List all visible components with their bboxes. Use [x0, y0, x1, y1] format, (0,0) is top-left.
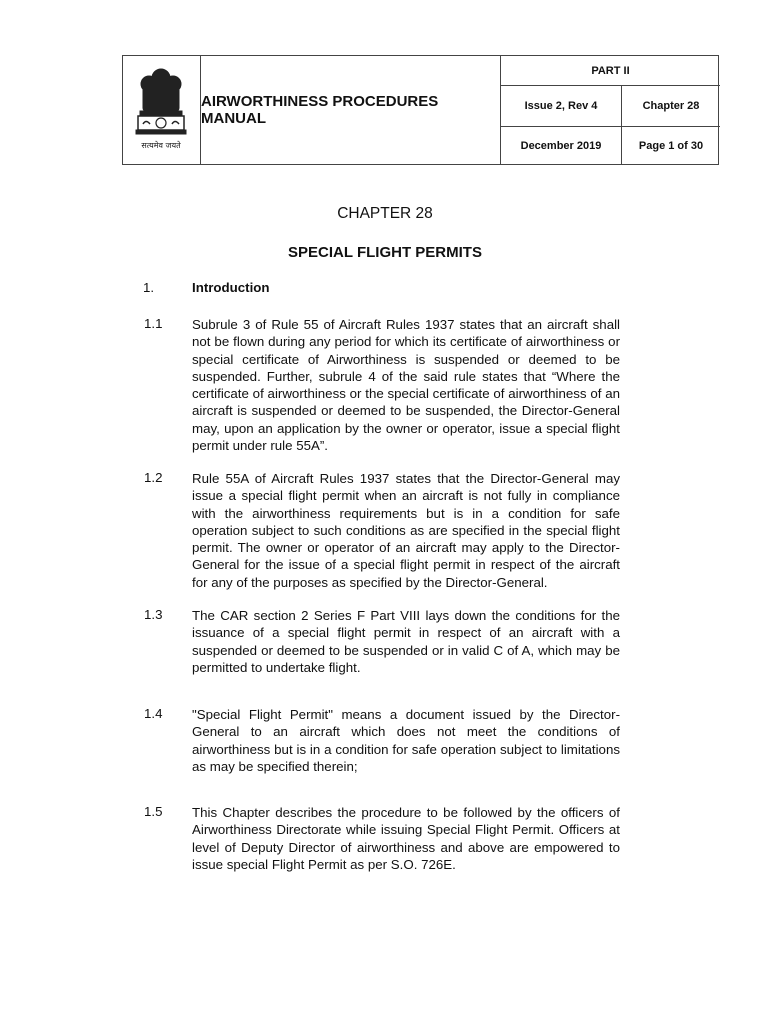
- paragraph-text: The CAR section 2 Series F Part VIII lays down the conditions for the issuance of a special flight permit in respect of an aircraft with a suspended or deemed to be suspended or in valid C of A, which may be permitted to undertake flight.: [192, 608, 620, 675]
- header-table: [122, 55, 719, 165]
- part-label: PART II: [591, 64, 630, 77]
- paragraph-number: 1.5: [144, 804, 163, 819]
- paragraph-number: 1.4: [144, 706, 163, 721]
- page-label: Page 1 of 30: [638, 139, 704, 152]
- manual-title: AIRWORTHINESS PROCEDURES MANUAL: [201, 93, 439, 127]
- document-subtitle: SPECIAL FLIGHT PERMITS: [288, 244, 482, 261]
- paragraph-number: 1.1: [144, 316, 163, 331]
- date-label: December 2019: [520, 139, 602, 152]
- chapter-title: CHAPTER 28: [337, 205, 433, 222]
- section-heading: Introduction: [192, 280, 270, 295]
- paragraph-number: 1.3: [144, 607, 163, 622]
- paragraph-text: This Chapter describes the procedure to be followed by the officers of Airworthiness Directorate while issuing Special Flight Permit. Officers at level of Deputy Director of airworthiness and above are empowered to issue special Flight Permit as per S.O. 726E.: [192, 805, 620, 872]
- paragraph-text: "Special Flight Permit" means a document issued by the Director-General to an aircraft which does not meet the conditions of airworthiness but is in a condition for safe operation subject to limitations as may be specified therein;: [192, 707, 620, 774]
- chapter-label: Chapter 28: [642, 100, 700, 112]
- paragraph-text: Rule 55A of Aircraft Rules 1937 states that the Director-General may issue a special flight permit when an aircraft is not fully in compliance with the airworthiness requirements but is in a condition for safe operation subject to such conditions as are specified in the special flight permit. The owner or operator of an aircraft may apply to the Director-General for the issue of a special flight permit in respect of the aircraft for any of the purposes as specified by the Director-General.: [192, 471, 620, 590]
- national-emblem: [123, 56, 200, 164]
- paragraph-number: 1.2: [144, 470, 163, 485]
- emblem-motto: सत्यमेव जयते: [141, 141, 181, 150]
- section-number: 1.: [143, 280, 155, 295]
- issue-label: Issue 2, Rev 4: [524, 100, 598, 112]
- paragraph-text: Subrule 3 of Rule 55 of Aircraft Rules 1937 states that an aircraft shall not be flown during any period for which its certificate of airworthiness or special certificate of Airworthiness is suspended or deemed to be suspended. Further, subrule 4 of the said rule states that “Where the certificate of airworthiness or the special certificate of airworthiness of an aircraft is suspended or deemed to be suspended, the Director-General may, upon an application by the owner or operator, issue a special flight permit under rule 55A”.: [192, 317, 620, 454]
